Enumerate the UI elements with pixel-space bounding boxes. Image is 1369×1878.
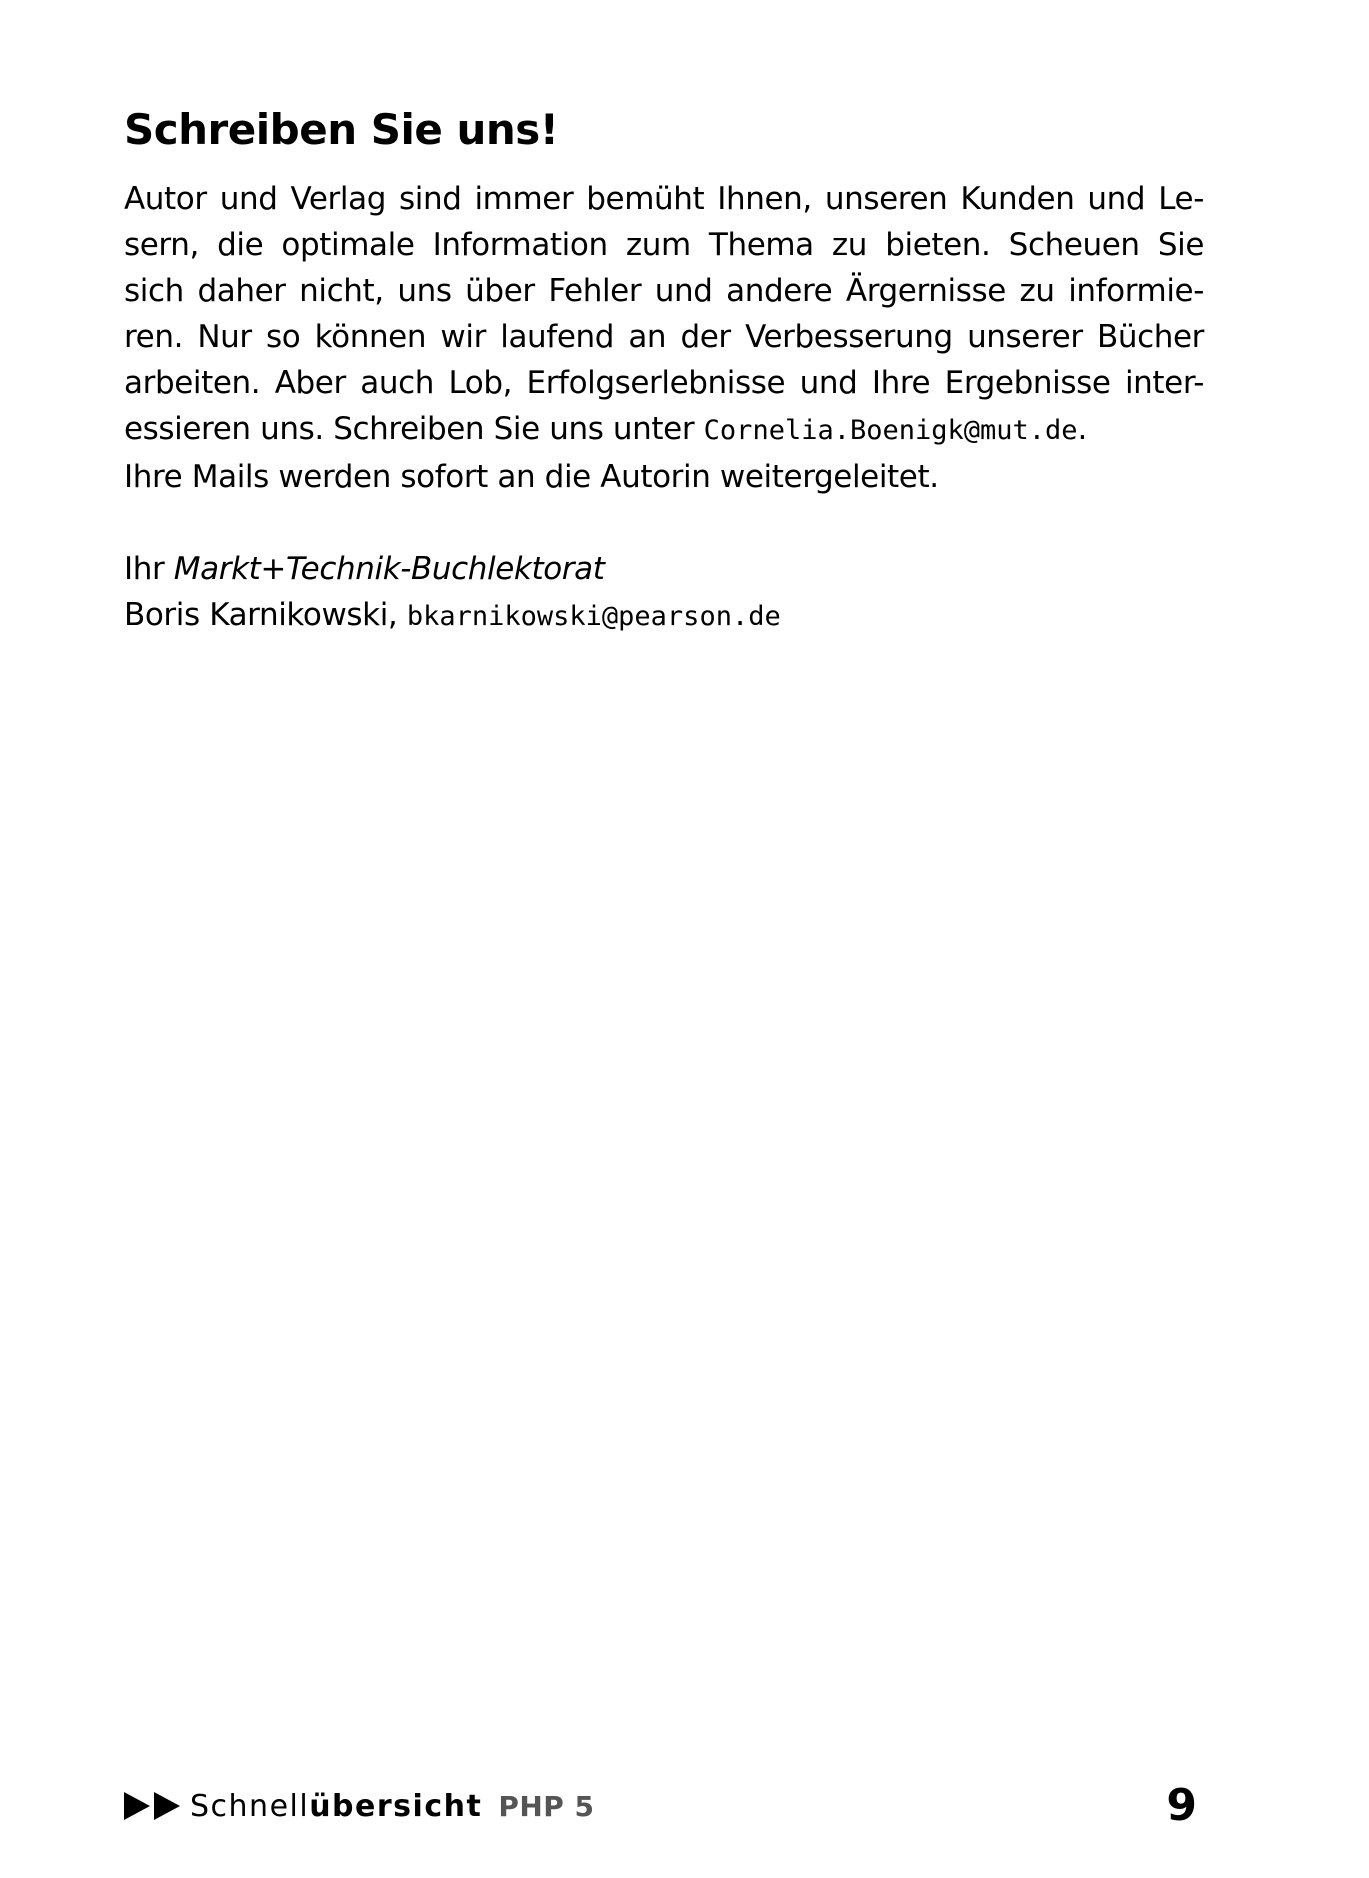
paragraph-line-6-text: essieren uns. Schreiben Sie uns unter [124,411,704,447]
page-heading: Schreiben Sie uns! [124,105,559,154]
footer-product-name: PHP 5 [498,1789,595,1823]
signature-contact-line [124,592,781,640]
signature-name: Boris Karnikowski, [124,597,407,633]
signature-block [124,546,781,640]
contact-paragraph [124,176,1204,500]
double-arrow-icon [124,1792,184,1820]
paragraph-line-7: Ihre Mails werden sofort an die Autorin weitergeleitet. [124,459,939,495]
paragraph-line-4: ren. Nur so können wir laufend an der Verbesserung unserer Bücher [124,319,1204,355]
paragraph-line-3: sich daher nicht, uns über Fehler und andere Ärgernisse zu informie- [124,273,1204,309]
footer-title-regular: Schnell [190,1788,310,1824]
page-footer [124,1781,595,1831]
footer-book-title [190,1789,482,1824]
paragraph-line-5: arbeiten. Aber auch Lob, Erfolgserlebnisse und Ihre Ergebnisse inter- [124,365,1204,401]
footer-title-bold: übersicht [309,1788,483,1824]
signature-department: Markt+Technik-Buchlektorat [173,551,605,587]
paragraph-line-6-end: . [1077,411,1088,447]
editor-email: bkarnikowski@pearson.de [406,601,781,632]
arrow-right-icon [154,1792,180,1820]
paragraph-line-2: sern, die optimale Information zum Thema zu bieten. Scheuen Sie [124,227,1204,263]
page-number: 9 [1166,1780,1197,1831]
paragraph-line-1: Autor und Verlag sind immer bemüht Ihnen, unseren Kunden und Le- [124,181,1204,217]
signature-prefix: Ihr [124,551,174,587]
signature-department-line [124,546,781,592]
arrow-right-icon [124,1792,150,1820]
author-email: Cornelia.Boenigk@mut.de [703,415,1078,446]
paragraph-line-6 [124,406,1204,454]
